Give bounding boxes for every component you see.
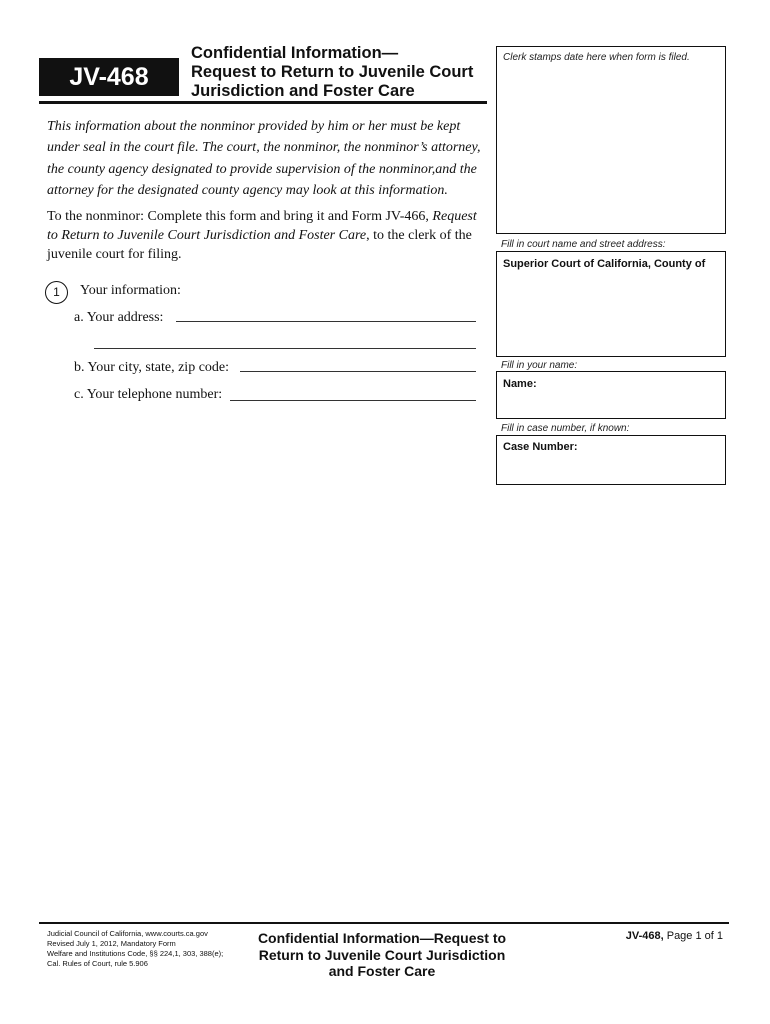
item-number-1: 1 — [45, 281, 68, 304]
name-field[interactable] — [496, 371, 726, 419]
court-name-hint: Fill in court name and street address: — [501, 239, 666, 250]
telephone-label: c. Your telephone number: — [74, 387, 223, 402]
form-title — [191, 44, 491, 101]
filing-instructions — [47, 207, 487, 264]
case-number-hint: Fill in case number, if known: — [501, 423, 630, 434]
case-number-field[interactable] — [496, 435, 726, 485]
clerk-stamp-box — [496, 46, 726, 234]
footer-citation-line-3: Welfare and Institutions Code, §§ 224,1, 303, 388(e); — [47, 949, 224, 958]
telephone-input-line[interactable] — [230, 400, 476, 401]
name-hint: Fill in your name: — [501, 360, 578, 371]
address-label: a. Your address: — [74, 310, 164, 325]
clerk-stamp-hint: Clerk stamps date here when form is filed. — [503, 52, 690, 63]
footer-title-line-2: Return to Juvenile Court Jurisdiction — [258, 946, 506, 963]
form-title-line-1: Confidential Information— — [191, 44, 399, 62]
address-input-line-1[interactable] — [176, 321, 476, 322]
city-state-zip-label: b. Your city, state, zip code: — [74, 360, 230, 375]
footer-citation-line-2: Revised July 1, 2012, Mandatory Form — [47, 939, 176, 948]
title-divider — [39, 101, 487, 104]
name-label: Name: — [503, 378, 537, 390]
form-title-line-3: Jurisdiction and Foster Care — [191, 82, 415, 100]
footer-page-text: Page 1 of 1 — [663, 930, 723, 942]
footer-divider — [39, 922, 729, 924]
confidential-notice: This information about the nonminor provided by him or her must be kept under seal in the court file. The court, the nonminor, the nonminor’s attorney, the county agency designated to provide supervision of the nonminor,and the attorney for the designated county agency may look at this information. — [47, 119, 481, 198]
form-title-line-2: Request to Return to Juvenile Court — [191, 63, 474, 81]
footer-form-number: JV-468, — [625, 930, 664, 942]
footer-page-number — [560, 930, 723, 942]
instructions-form-title: Request to Return to Juvenile Court Jurisdiction and Foster Care — [47, 209, 477, 243]
form-number-badge: JV-468 — [39, 58, 179, 96]
item-1-title: Your information: — [80, 283, 181, 298]
court-name-field[interactable] — [496, 251, 726, 357]
footer-title-line-1: Confidential Information—Request to — [257, 930, 507, 946]
footer-citation-line-4: Cal. Rules of Court, rule 5.906 — [47, 959, 148, 968]
case-number-label: Case Number: — [503, 441, 578, 453]
footer-citation — [47, 929, 257, 969]
instructions-text-2: , to the clerk of the juvenile court for filing. — [47, 228, 472, 262]
address-input-line-2[interactable] — [94, 348, 476, 349]
instructions-text-1: To the nonminor: Complete this form and bring it and Form JV-466, — [47, 209, 433, 224]
city-state-zip-input-line[interactable] — [240, 371, 476, 372]
footer-title-line-3: and Foster Care — [328, 963, 436, 979]
footer-title — [232, 930, 532, 980]
footer-citation-line-1: Judicial Council of California, www.courts.ca.gov — [47, 929, 208, 938]
court-name-label: Superior Court of California, County of — [503, 258, 706, 270]
